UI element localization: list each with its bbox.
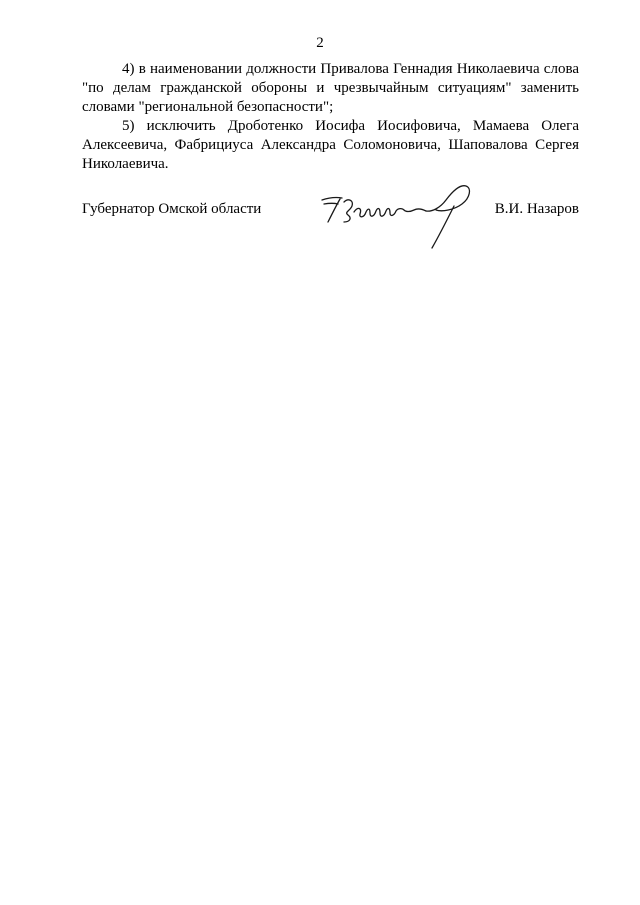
signature-block — [82, 178, 579, 258]
document-body — [82, 60, 579, 174]
signatory-position: Губернатор Омской области — [82, 201, 262, 217]
paragraph-item-4: 4) в наименовании должности Привалова Геннадия Николаевича слова "по делам гражданской обороны и чрезвычайным ситуациям" заменить словами "региональной безопасности"; — [82, 61, 579, 115]
handwritten-signature — [314, 178, 484, 253]
page-number: 2 — [316, 35, 324, 51]
paragraph-item-5: 5) исключить Дроботенко Иосифа Иосифовича, Мамаева Олега Алексеевича, Фабрициуса Александра Соломоновича, Шаповалова Сергея Николаевича. — [82, 118, 579, 172]
signatory-name: В.И. Назаров — [494, 201, 579, 217]
